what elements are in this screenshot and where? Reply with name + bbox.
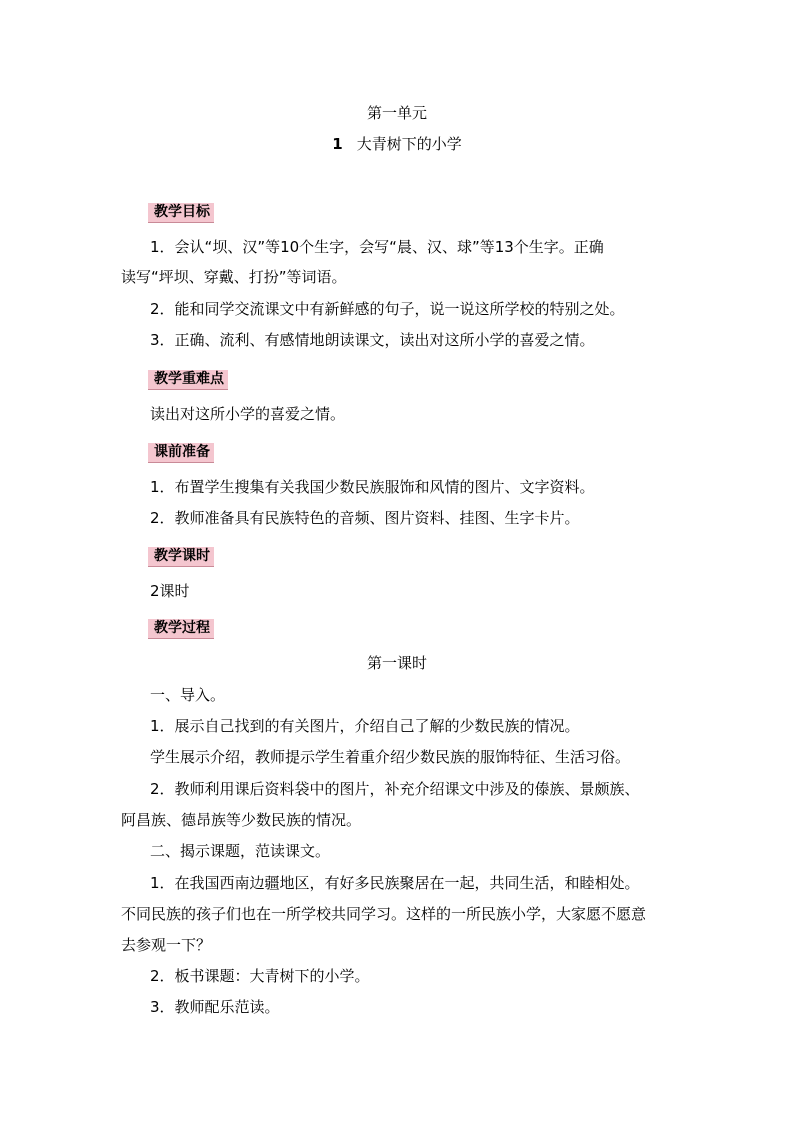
lesson-number: 1	[332, 135, 343, 153]
lesson-title	[0, 134, 794, 154]
unit-title: 第一单元	[366, 104, 427, 122]
hours-text: 2课时	[150, 582, 190, 600]
preparation-line: 1．布置学生搜集有关我国少数民族服饰和风情的图片、文字资料。	[150, 478, 595, 496]
goal-line: 3．正确、流利、有感情地朗读课文，读出对这所小学的喜爱之情。	[150, 331, 595, 349]
process-line: 去参观一下？	[121, 936, 212, 954]
process-line: 2．板书课题：大青树下的小学。	[150, 967, 370, 985]
preparation-line: 2．教师准备具有民族特色的音频、图片资料、挂图、生字卡片。	[150, 509, 580, 527]
goal-line: 读写“坪坝、穿戴、打扮”等词语。	[121, 268, 347, 286]
process-line: 阿昌族、德昂族等少数民族的情况。	[121, 811, 362, 829]
process-line: 学生展示介绍，教师提示学生着重介绍少数民族的服饰特征、生活习俗。	[150, 748, 631, 766]
goal-line: 2．能和同学交流课文中有新鲜感的句子，说一说这所学校的特别之处。	[150, 300, 625, 318]
session-title: 第一课时	[366, 654, 427, 672]
key-points-text: 读出对这所小学的喜爱之情。	[150, 405, 346, 423]
process-line: 1．在我国西南边疆地区，有好多民族聚居在一起，共同生活，和睦相处。	[150, 874, 640, 892]
process-line: 一、导入。	[150, 686, 226, 704]
process-line: 3．教师配乐范读。	[150, 998, 280, 1016]
section-heading-goals: 教学目标	[148, 203, 214, 223]
section-heading-hours: 教学课时	[148, 547, 214, 567]
section-heading-preparation: 课前准备	[148, 443, 214, 463]
process-line: 不同民族的孩子们也在一所学校共同学习。这样的一所民族小学，大家愿不愿意	[121, 905, 647, 923]
goal-line: 1．会认“坝、汉”等10个生字，会写“晨、汉、球”等13个生字。正确	[150, 238, 604, 256]
process-line: 2．教师利用课后资料袋中的图片，补充介绍课文中涉及的傣族、景颇族、	[150, 780, 640, 798]
process-line: 二、揭示课题，范读课文。	[150, 842, 331, 860]
lesson-name: 大青树下的小学	[356, 135, 462, 153]
process-line: 1．展示自己找到的有关图片，介绍自己了解的少数民族的情况。	[150, 717, 580, 735]
section-heading-key-points: 教学重难点	[148, 370, 228, 390]
section-heading-process: 教学过程	[148, 619, 214, 639]
